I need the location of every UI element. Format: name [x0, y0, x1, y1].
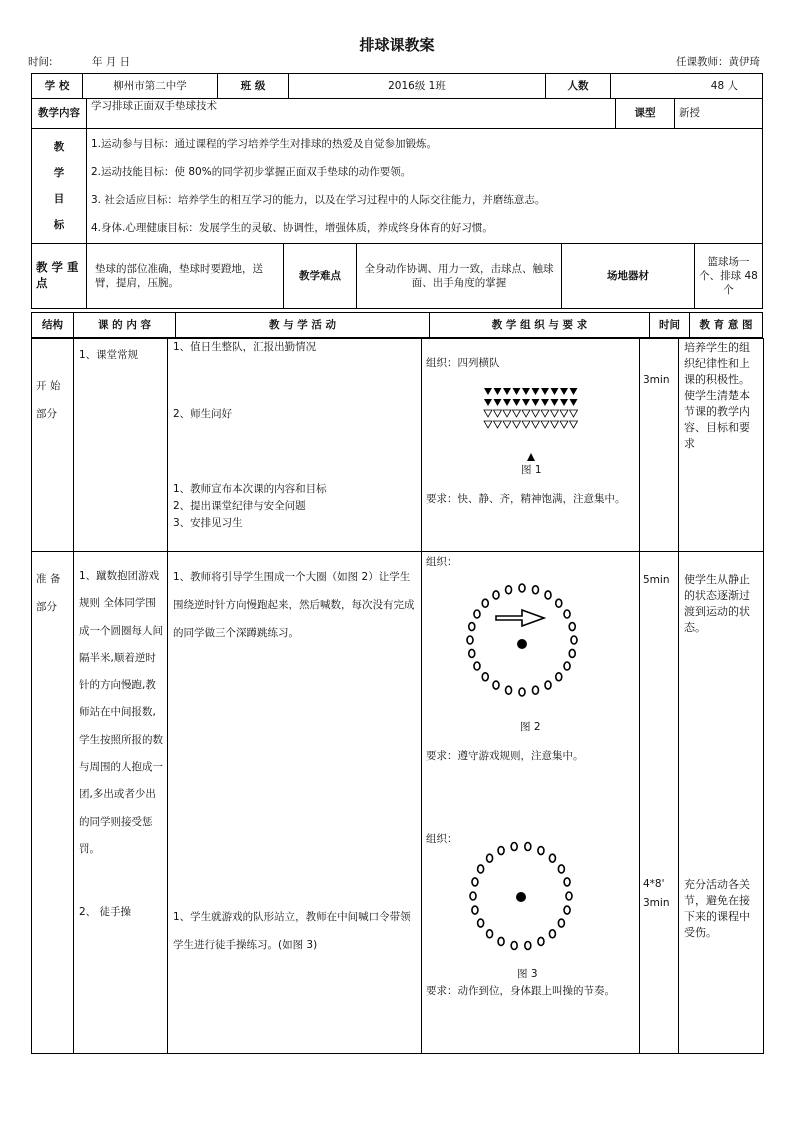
student-ring-marker: [493, 591, 499, 599]
prep-section-label: 准 备 部分: [36, 573, 61, 613]
prep-intent-1: 使学生从静止的状态逐渐过渡到运动的状态。: [684, 573, 750, 634]
student-marker: [513, 421, 521, 428]
student-ring-marker: [532, 586, 538, 594]
student-ring-marker: [487, 854, 493, 862]
student-ring-marker: [564, 610, 570, 618]
figure-3-caption: 图 3: [517, 968, 538, 980]
prep-intent-2: 充分活动各关节，避免在接下来的课程中受伤。: [684, 878, 750, 939]
header-organization: 教 学 组 织 与 要 求: [430, 313, 650, 338]
prep-activity-2: 1、学生就游戏的队形站立，教师在中间喊口令带领学生进行徒手操练习。(如图 3): [173, 911, 411, 951]
goals-label: 教 学 目 标: [32, 129, 87, 244]
student-marker: [494, 399, 502, 406]
prep-organization-1: 组织：: [426, 556, 458, 568]
student-ring-marker: [549, 930, 555, 938]
student-ring-marker: [511, 843, 517, 851]
student-ring-marker: [545, 591, 551, 599]
student-ring-marker: [493, 681, 499, 689]
student-marker: [532, 410, 540, 417]
teacher-dot: [516, 892, 526, 902]
student-ring-marker: [564, 906, 570, 914]
student-ring-marker: [511, 941, 517, 949]
student-marker: [560, 388, 568, 395]
prep-content-1: 1、蹴数抱团游戏规则 全体同学围成一个圆圈每人间隔半米,顺着逆时针的方向慢跑,教师站在中间报数,学生按照所报的数与周围的人抱成一团,多出或者少出的同学则接受惩罚。: [79, 570, 163, 855]
content-value: 学习排球正面双手垫球技术: [87, 99, 616, 129]
header-intent: 教 育 意 图: [690, 313, 763, 338]
student-marker: [532, 421, 540, 428]
student-marker: [560, 399, 568, 406]
student-marker: [560, 421, 568, 428]
header-time: 时间: [650, 313, 690, 338]
goals-list: 1.运动参与目标：通过课程的学习培养学生对排球的热爱及自觉参加锻炼。 2.运动技能目标：使 80%的同学初步掌握正面双手垫球的动作要领。 3. 社会适应目标：培养学生的相互学习的能力，以及在学习过程中的人际交往能力，并磨练意志。 4.身体.心理健康目标：发展学生的灵敏、协调性，增强体质，养成终身体育的好习惯。: [87, 129, 763, 244]
student-ring-marker: [556, 673, 562, 681]
header-structure: 结构: [32, 313, 74, 338]
difficulty-label: 教学难点: [284, 244, 357, 309]
student-marker: [522, 410, 530, 417]
student-marker: [551, 421, 559, 428]
student-ring-marker: [470, 892, 476, 900]
student-ring-marker: [478, 865, 484, 873]
prep-activity-1: 1、教师将引导学生围成一个大圈（如图 2）让学生围绕逆时针方向慢跑起来，然后喊数，每次没有完成的同学做三个深蹲跳练习。: [173, 571, 415, 639]
student-marker: [560, 410, 568, 417]
student-ring-marker: [467, 636, 473, 644]
difficulty-text: 全身动作协调、用力一致，击球点、触球面、出手角度的掌握: [357, 244, 562, 309]
student-marker: [551, 410, 559, 417]
student-marker: [494, 388, 502, 395]
prep-content-2: 2、 徒手操: [79, 906, 132, 918]
student-marker: [532, 388, 540, 395]
student-ring-marker: [538, 937, 544, 945]
student-ring-marker: [506, 586, 512, 594]
school-value: 柳州市第二中学: [83, 74, 218, 99]
student-ring-marker: [569, 623, 575, 631]
start-activity-3: 1、教师宣布本次课的内容和目标 2、提出课堂纪律与安全问题 3、安排见习生: [173, 483, 327, 529]
student-ring-marker: [519, 584, 525, 592]
student-marker: [551, 388, 559, 395]
student-ring-marker: [558, 919, 564, 927]
student-ring-marker: [478, 919, 484, 927]
prep-time-2a: 4*8': [643, 878, 665, 890]
student-marker: [503, 421, 511, 428]
count-label: 人数: [546, 74, 611, 99]
figure-1-caption: 图 1: [521, 464, 542, 476]
student-ring-marker: [472, 906, 478, 914]
student-ring-marker: [525, 843, 531, 851]
student-marker: [541, 399, 549, 406]
class-value: 2016级 1班: [289, 74, 546, 99]
student-marker: [494, 421, 502, 428]
student-marker: [503, 410, 511, 417]
start-activity-2: 2、师生问好: [173, 408, 233, 420]
student-marker: [503, 388, 511, 395]
prep-requirement-1: 要求：遵守游戏规则，注意集中。: [426, 750, 584, 762]
student-ring-marker: [569, 649, 575, 657]
content-label: 教学内容: [32, 99, 87, 129]
equipment-text: 篮球场一个、排球 48 个: [695, 244, 763, 309]
count-value: 48 人: [611, 74, 763, 99]
start-time: 3min: [643, 374, 670, 386]
student-ring-marker: [469, 649, 475, 657]
student-ring-marker: [474, 610, 480, 618]
student-marker: [522, 388, 530, 395]
student-ring-marker: [564, 662, 570, 670]
student-ring-marker: [564, 878, 570, 886]
student-ring-marker: [498, 937, 504, 945]
student-marker: [494, 410, 502, 417]
start-intent: 培养学生的组织纪律性和上课的积极性。使学生清楚本节课的教学内容、目标和要求: [684, 341, 750, 450]
student-ring-marker: [474, 662, 480, 670]
prep-requirement-2: 要求：动作到位，身体跟上叫操的节奏。: [426, 985, 615, 997]
header-activity: 教 与 学 活 动: [176, 313, 430, 338]
student-marker: [532, 399, 540, 406]
start-activity-1: 1、值日生整队，汇报出勤情况: [173, 341, 317, 353]
date-label: 年 月 日: [92, 56, 131, 68]
exercise-circle-diagram: [468, 840, 578, 956]
student-ring-marker: [566, 892, 572, 900]
student-ring-marker: [498, 847, 504, 855]
teacher-marker: [527, 453, 535, 461]
student-marker: [522, 421, 530, 428]
teacher-dot: [517, 639, 527, 649]
student-marker: [570, 421, 578, 428]
key-text: 垫球的部位准确，垫球时要蹬地，送臂，提肩，压腕。: [87, 244, 284, 309]
start-content: 1、课堂常规: [79, 349, 139, 361]
student-ring-marker: [487, 930, 493, 938]
student-marker: [513, 388, 521, 395]
student-ring-marker: [519, 688, 525, 696]
student-ring-marker: [469, 623, 475, 631]
prep-time-1: 5min: [643, 574, 670, 586]
figure-2-caption: 图 2: [520, 721, 541, 733]
time-label: 时间:: [28, 56, 53, 68]
student-marker: [551, 399, 559, 406]
student-marker: [541, 388, 549, 395]
student-marker: [570, 399, 578, 406]
page-title: 排球课教案: [359, 36, 435, 54]
student-ring-marker: [482, 599, 488, 607]
student-ring-marker: [482, 673, 488, 681]
school-label: 学 校: [32, 74, 83, 99]
student-ring-marker: [549, 854, 555, 862]
student-marker: [522, 399, 530, 406]
prep-time-2b: 3min: [643, 897, 670, 909]
student-marker: [484, 399, 492, 406]
student-ring-marker: [545, 681, 551, 689]
header-content: 课 的 内 容: [74, 313, 176, 338]
student-marker: [503, 399, 511, 406]
student-marker: [570, 388, 578, 395]
student-ring-marker: [571, 636, 577, 644]
type-value: 新授: [675, 99, 763, 129]
student-ring-marker: [472, 878, 478, 886]
key-label: 教 学 重 点: [32, 244, 87, 309]
four-row-formation-diagram: [476, 385, 586, 465]
counterclockwise-arrow: [496, 610, 544, 626]
student-marker: [484, 421, 492, 428]
student-ring-marker: [558, 865, 564, 873]
student-ring-marker: [506, 686, 512, 694]
teacher-name: 任课教师：黄伊琦: [676, 56, 760, 68]
student-marker: [484, 388, 492, 395]
start-requirement: 要求：快、静、齐，精神饱满，注意集中。: [426, 493, 626, 505]
student-marker: [513, 410, 521, 417]
student-marker: [541, 410, 549, 417]
student-marker: [570, 410, 578, 417]
class-label: 班 级: [218, 74, 289, 99]
student-ring-marker: [525, 941, 531, 949]
student-marker: [484, 410, 492, 417]
equipment-label: 场地器材: [562, 244, 695, 309]
prep-organization-2: 组织：: [426, 833, 458, 845]
student-ring-marker: [556, 599, 562, 607]
student-marker: [513, 399, 521, 406]
type-label: 课型: [616, 99, 675, 129]
student-marker: [541, 421, 549, 428]
student-ring-marker: [538, 847, 544, 855]
start-section-label: 开 始 部分: [36, 380, 61, 420]
start-organization: 组织：四列横队: [426, 357, 500, 369]
circle-formation-diagram: [462, 580, 582, 706]
student-ring-marker: [532, 686, 538, 694]
